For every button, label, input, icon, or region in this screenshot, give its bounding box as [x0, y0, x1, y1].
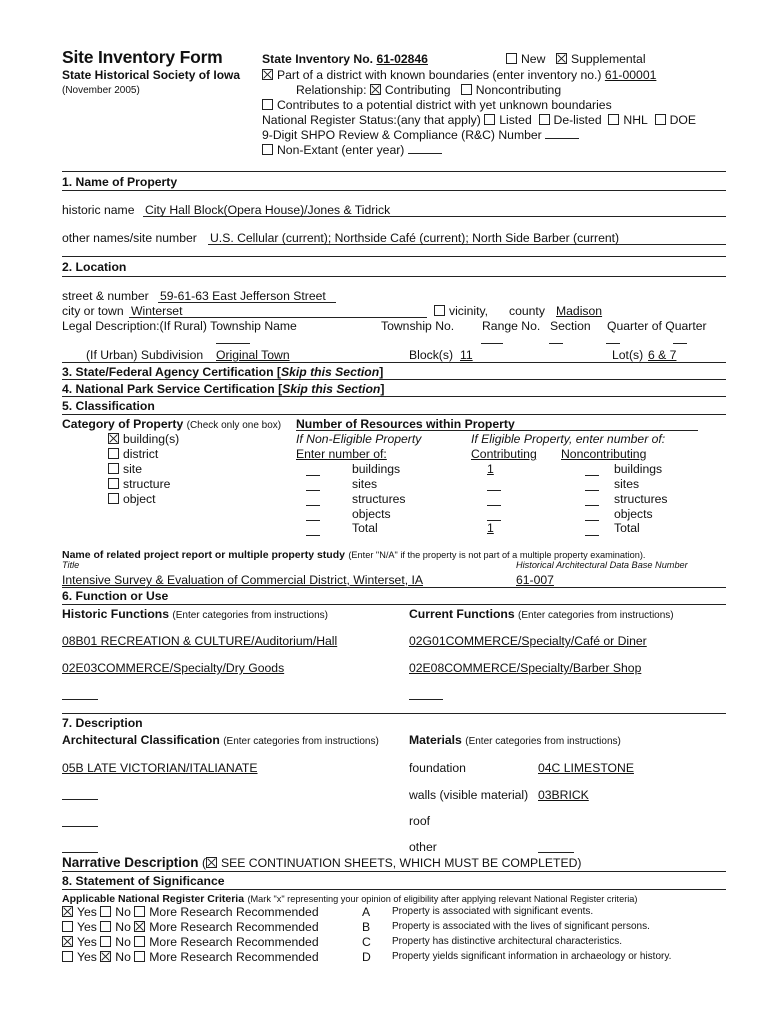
arch-class-label: Architectural Classification (Enter categories from instructions)	[62, 733, 379, 747]
city-label: city or town	[62, 304, 124, 318]
res-type-left: sites	[352, 477, 378, 491]
org-name: State Historical Society of Iowa	[62, 68, 241, 82]
inventory-no: 61-02846	[376, 52, 428, 66]
district-row[interactable]: Part of a district with known boundaries (enter inventory no.) 61-00001	[262, 68, 656, 82]
criterion-text: Property is associated with the lives of significant persons.	[392, 921, 650, 932]
street-label: street & number	[62, 289, 149, 303]
contributing-checkbox[interactable]	[370, 84, 381, 95]
district-no: 61-00001	[604, 68, 657, 82]
yes-checkbox-box[interactable]	[62, 921, 73, 932]
yes-checkbox-box[interactable]	[62, 906, 73, 917]
delisted-checkbox[interactable]	[539, 114, 550, 125]
res-type-left: buildings	[352, 462, 401, 476]
enter-number-label: Enter number of:	[296, 447, 387, 461]
roof-label: roof	[409, 814, 431, 828]
criterion-text: Property has distinctive architectural characteristics.	[392, 936, 623, 947]
historic-functions-label: Historic Functions (Enter categories from instructions)	[62, 607, 329, 621]
no-checkbox-box[interactable]	[100, 906, 111, 917]
no-checkbox[interactable]	[100, 905, 131, 919]
historic-name-label: historic name	[62, 203, 135, 217]
more-research-checkbox-box[interactable]	[134, 936, 145, 947]
noneligible-label: If Non-Eligible Property	[296, 432, 422, 446]
other-material-field[interactable]	[538, 852, 574, 853]
no-checkbox-label: No	[115, 905, 131, 919]
res-type-right: buildings	[614, 462, 663, 476]
arch-class-field-4[interactable]	[62, 852, 98, 853]
section-7-heading: 7. Description	[62, 716, 143, 730]
nonextant-row[interactable]: Non-Extant (enter year)	[262, 143, 442, 157]
supplemental-checkbox-row[interactable]: Supplemental	[556, 52, 646, 66]
more-research-checkbox-box[interactable]	[134, 906, 145, 917]
related-study-row: Name of related project report or multiple property study (Enter "N/A" if the property is not part of a multiple property examination).	[62, 549, 646, 561]
lot-value[interactable]: 6 & 7	[648, 348, 677, 362]
contributes-checkbox[interactable]	[262, 99, 273, 110]
criterion-text: Property is associated with significant events.	[392, 906, 594, 917]
supplemental-checkbox[interactable]	[556, 53, 567, 64]
no-checkbox[interactable]	[100, 935, 131, 949]
object-checkbox[interactable]	[108, 493, 119, 504]
criterion-letter: B	[362, 920, 371, 934]
district-type-checkbox[interactable]	[108, 448, 119, 459]
nr-status-row: National Register Status:(any that apply) Listed De-listed NHL DOE	[262, 113, 696, 127]
other-names-value[interactable]: U.S. Cellular (current); Northside Café (current); North Side Barber (current)	[210, 231, 620, 245]
more-research-checkbox[interactable]	[134, 935, 318, 949]
historic-name-value[interactable]: City Hall Block(Opera House)/Jones & Tidrick	[145, 203, 391, 217]
res-type-right: sites	[614, 477, 640, 491]
related-title-value[interactable]: Intensive Survey & Evaluation of Commercial District, Winterset, IA	[62, 573, 424, 587]
yes-checkbox-box[interactable]	[62, 936, 73, 947]
vicinity-row[interactable]: vicinity,	[434, 304, 488, 318]
criterion-letter: A	[362, 905, 371, 919]
category-district[interactable]: district	[108, 447, 158, 461]
yes-checkbox-label: Yes	[77, 905, 97, 919]
foundation-value[interactable]: 04C LIMESTONE	[538, 761, 634, 775]
new-checkbox-row[interactable]: New	[506, 52, 545, 66]
historic-function-1[interactable]: 08B01 RECREATION & CULTURE/Auditorium/Hall	[62, 634, 338, 648]
section-2-heading: 2. Location	[62, 260, 127, 274]
resources-heading: Number of Resources within Property	[296, 417, 515, 431]
no-checkbox-label: No	[115, 935, 131, 949]
current-function-2[interactable]: 02E08COMMERCE/Specialty/Barber Shop	[409, 661, 642, 675]
new-checkbox[interactable]	[506, 53, 517, 64]
relationship-row: Relationship: Contributing Noncontributing	[296, 83, 562, 97]
narrative-checkbox[interactable]	[206, 857, 217, 868]
walls-label: walls (visible material)	[409, 788, 529, 802]
subdivision-value[interactable]: Original Town	[216, 348, 290, 362]
section-5-heading: 5. Classification	[62, 399, 155, 413]
criteria-label-row: Applicable National Register Criteria (Mark "x" representing your opinion of eligibility after applying relevant National Register criteria)	[62, 893, 638, 905]
current-functions-label: Current Functions (Enter categories from instructions)	[409, 607, 674, 621]
no-checkbox-label: No	[115, 920, 131, 934]
hadb-label: Historical Architectural Data Base Number	[516, 560, 688, 570]
more-research-checkbox-label: More Research Recommended	[149, 935, 319, 949]
eligible-label: If Eligible Property, enter number of:	[471, 432, 666, 446]
other-names-label: other names/site number	[62, 231, 197, 245]
section-1-heading: 1. Name of Property	[62, 175, 178, 189]
walls-value[interactable]: 03BRICK	[538, 788, 589, 802]
county-label: county	[509, 304, 545, 318]
nhl-checkbox[interactable]	[608, 114, 619, 125]
yes-checkbox-label: Yes	[77, 920, 97, 934]
form-title: Site Inventory Form	[62, 47, 223, 67]
category-object[interactable]: object	[108, 492, 156, 506]
other-material-label: other	[409, 840, 437, 854]
inventory-no-label: State Inventory No. 61-02846	[262, 52, 428, 66]
foundation-label: foundation	[409, 761, 466, 775]
res-type-left: objects	[352, 507, 391, 521]
more-research-checkbox-label: More Research Recommended	[149, 950, 319, 964]
legal-label: Legal Description:(If Rural) Township Name	[62, 319, 297, 333]
listed-checkbox[interactable]	[484, 114, 495, 125]
criteria-row-b	[62, 920, 319, 934]
yes-checkbox[interactable]	[62, 920, 97, 934]
contributes-row[interactable]: Contributes to a potential district with yet unknown boundaries	[262, 98, 612, 112]
block-value[interactable]: 11	[460, 348, 473, 362]
nonextant-year-field[interactable]	[408, 143, 442, 154]
section-6-heading: 6. Function or Use	[62, 589, 169, 603]
criteria-row-c	[62, 935, 319, 949]
no-checkbox[interactable]	[100, 920, 131, 934]
yes-checkbox[interactable]	[62, 935, 97, 949]
arch-class-field-2[interactable]	[62, 799, 98, 800]
yes-checkbox[interactable]	[62, 950, 97, 964]
more-research-checkbox[interactable]	[134, 920, 318, 934]
yes-checkbox-label: Yes	[77, 935, 97, 949]
category-structure[interactable]: structure	[108, 477, 170, 491]
street-value[interactable]: 59-61-63 East Jefferson Street	[160, 289, 326, 303]
contributing-col-label: Contributing	[471, 447, 537, 461]
yes-checkbox-label: Yes	[77, 950, 97, 964]
yes-checkbox[interactable]	[62, 905, 97, 919]
shpo-field[interactable]	[545, 128, 579, 139]
noncontributing-col-label: Noncontributing	[561, 447, 647, 461]
structure-checkbox[interactable]	[108, 478, 119, 489]
criterion-text: Property yields significant information in archaeology or history.	[392, 951, 672, 962]
materials-label: Materials (Enter categories from instructions)	[409, 733, 621, 747]
criterion-letter: D	[362, 950, 371, 964]
no-checkbox-box[interactable]	[100, 951, 111, 962]
contributing-total[interactable]: 1	[487, 521, 494, 535]
narrative-row: Narrative Description ( SEE CONTINUATION SHEETS, WHICH MUST BE COMPLETED)	[62, 855, 582, 870]
res-type-left: structures	[352, 492, 406, 506]
no-checkbox-label: No	[115, 950, 131, 964]
historic-function-3-field[interactable]	[62, 699, 98, 700]
doe-checkbox[interactable]	[655, 114, 666, 125]
criterion-letter: C	[362, 935, 371, 949]
title-label: Title	[62, 560, 80, 570]
section-label: Section	[550, 319, 591, 333]
city-value[interactable]: Winterset	[131, 304, 183, 318]
section-4-heading: 4. National Park Service Certification [Skip this Section]	[62, 382, 385, 396]
criteria-row-d	[62, 950, 319, 964]
block-label: Block(s)	[409, 348, 454, 362]
more-research-checkbox[interactable]	[134, 905, 318, 919]
more-research-checkbox-box[interactable]	[134, 951, 145, 962]
more-research-checkbox[interactable]	[134, 950, 318, 964]
no-checkbox[interactable]	[100, 950, 131, 964]
more-research-checkbox-box[interactable]	[134, 921, 145, 932]
current-function-3-field[interactable]	[409, 699, 443, 700]
criteria-row-a	[62, 905, 319, 919]
township-no-label: Township No.	[381, 319, 455, 333]
urban-label: (If Urban) Subdivision	[86, 348, 204, 362]
hadb-value[interactable]: 61-007	[516, 573, 554, 587]
contributing-value[interactable]: 1	[487, 462, 494, 476]
category-site[interactable]: site	[108, 462, 142, 476]
section-8-heading: 8. Statement of Significance	[62, 874, 225, 888]
county-value[interactable]: Madison	[556, 304, 603, 318]
historic-function-2[interactable]: 02E03COMMERCE/Specialty/Dry Goods	[62, 661, 285, 675]
more-research-checkbox-label: More Research Recommended	[149, 905, 319, 919]
res-type-left: Total	[352, 521, 378, 535]
more-research-checkbox-label: More Research Recommended	[149, 920, 319, 934]
res-type-right: Total	[614, 521, 640, 535]
no-checkbox-box[interactable]	[100, 921, 111, 932]
yes-checkbox-box[interactable]	[62, 951, 73, 962]
arch-class-value[interactable]: 05B LATE VICTORIAN/ITALIANATE	[62, 761, 258, 775]
lot-label: Lot(s)	[612, 348, 644, 362]
res-type-right: structures	[614, 492, 668, 506]
category-label-row: Category of Property (Check only one box)	[62, 417, 282, 431]
current-function-1[interactable]: 02G01COMMERCE/Specialty/Café or Diner	[409, 634, 647, 648]
no-checkbox-box[interactable]	[100, 936, 111, 947]
section-3-heading: 3. State/Federal Agency Certification [Skip this Section]	[62, 365, 384, 379]
building-checkbox[interactable]	[108, 433, 119, 444]
noncontributing-checkbox[interactable]	[461, 84, 472, 95]
category-building[interactable]: building(s)	[108, 432, 179, 446]
site-checkbox[interactable]	[108, 463, 119, 474]
arch-class-field-3[interactable]	[62, 826, 98, 827]
shpo-row: 9-Digit SHPO Review & Compliance (R&C) Number	[262, 128, 579, 142]
res-type-right: objects	[614, 507, 653, 521]
quarter-label: Quarter of Quarter	[607, 319, 707, 333]
district-checkbox[interactable]	[262, 69, 273, 80]
range-label: Range No.	[482, 319, 541, 333]
form-date: (November 2005)	[62, 85, 140, 96]
nonextant-checkbox[interactable]	[262, 144, 273, 155]
vicinity-checkbox[interactable]	[434, 305, 445, 316]
